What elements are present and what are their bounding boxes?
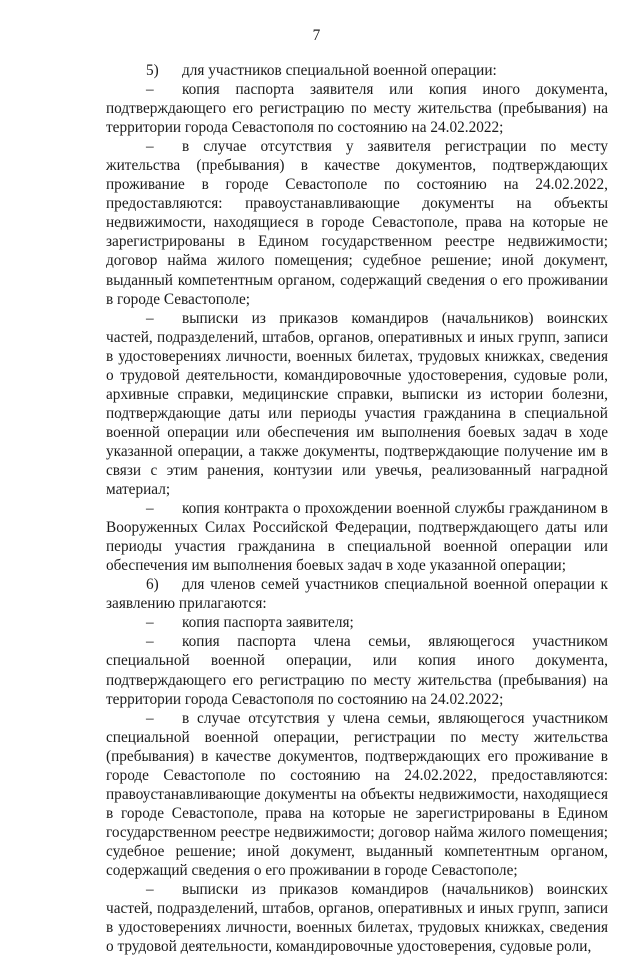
list-item-6 bbox=[106, 575, 608, 613]
list-item bbox=[106, 632, 608, 708]
dash-marker: – bbox=[146, 881, 154, 899]
list-item bbox=[106, 709, 608, 880]
item-text: в случае отсутствия у члена семьи, являющегося участником специальной военной операции, регистрации по месту жительства (пребывания) в качестве документов, подтверждающих его проживание в городе Севастополе по состоянию на 24.02.2022, предоставляются: правоустанавливающие документы на объекты недвижимости, находящиеся в городе Севастополе, права на которые не зарегистрированы в Едином государственном реестре недвижимости; договор найма жилого помещения; судебное решение; иной документ, выданный компетентным органом, содержащий сведения о его проживании в городе Севастополе; bbox=[106, 709, 608, 879]
list-item bbox=[106, 137, 608, 308]
list-item bbox=[106, 309, 608, 499]
item-text: для членов семей участников специальной военной операции к заявлению прилагаются: bbox=[106, 576, 608, 613]
item-text: выписки из приказов командиров (начальников) воинских частей, подразделений, штабов, органов, оперативных и иных групп, записи в удостоверениях личности, военных билетах, трудовых книжках, сведения о трудовой деятельности, командировочные удостоверения, судовые роли, bbox=[106, 881, 608, 956]
item-text: выписки из приказов командиров (начальников) воинских частей, подразделений, штабов, органов, оперативных и иных групп, записи в удостоверениях личности, военных билетах, трудовых книжках, сведения о трудовой деятельности, командировочные удостоверения, судовые роли, архивные справки, медицинские справки, выписки из истории болезни, подтверждающие даты или периоды участия гражданина в специальной военной операции или обеспечения им выполнения боевых задач в ходе указанной операции, а также документы, подтверждающие получение им в связи с этим ранения, контузии или увечья, реализованный наградной материал; bbox=[106, 309, 608, 499]
list-item bbox=[106, 499, 608, 575]
item-text: для участников специальной военной операции: bbox=[182, 62, 497, 79]
item-text: копия контракта о прохождении военной службы гражданином в Вооруженных Силах Российской Федерации, подтверждающего даты или периоды участия гражданина в специальной военной операции или обеспечения им выполнения боевых задач в ходе указанной операции; bbox=[106, 500, 608, 575]
dash-marker: – bbox=[146, 309, 154, 327]
item-text: копия паспорта заявителя; bbox=[182, 614, 354, 632]
item-number: 5) bbox=[146, 62, 159, 79]
list-item bbox=[106, 880, 608, 956]
item-text: в случае отсутствия у заявителя регистрации по месту жительства (пребывания) в качестве документов, подтверждающих проживание в городе Севастополе по состоянию на 24.02.2022, предоставляются: правоустанавливающие документы на объекты недвижимости, находящиеся в городе Севастополе, права на которые не зарегистрированы в Едином государственном реестре недвижимости; договор найма жилого помещения; судебное решение; иной документ, выданный компетентным органом, содержащий сведения о его проживании в городе Севастополе; bbox=[106, 138, 608, 308]
list-item bbox=[106, 80, 608, 137]
item-number: 6) bbox=[146, 576, 159, 594]
list-item bbox=[106, 613, 608, 632]
document-body bbox=[106, 61, 608, 956]
dash-marker: – bbox=[146, 614, 154, 632]
dash-marker: – bbox=[146, 81, 154, 99]
dash-marker: – bbox=[146, 138, 154, 156]
dash-marker: – bbox=[146, 500, 154, 518]
list-item-5 bbox=[106, 61, 608, 80]
dash-marker: – bbox=[146, 709, 154, 727]
dash-marker: – bbox=[146, 633, 154, 651]
item-text: копия паспорта члена семьи, являющегося участником специальной военной операции, или копия иного документа, подтверждающего его регистрацию по месту жительства (пребывания) на территории города Севастополя по состоянию на 24.02.2022; bbox=[106, 633, 608, 708]
item-text: копия паспорта заявителя или копия иного документа, подтверждающего его регистрацию по месту жительства (пребывания) на территории города Севастополя по состоянию на 24.02.2022; bbox=[106, 81, 608, 137]
page-number: 7 bbox=[312, 27, 321, 44]
